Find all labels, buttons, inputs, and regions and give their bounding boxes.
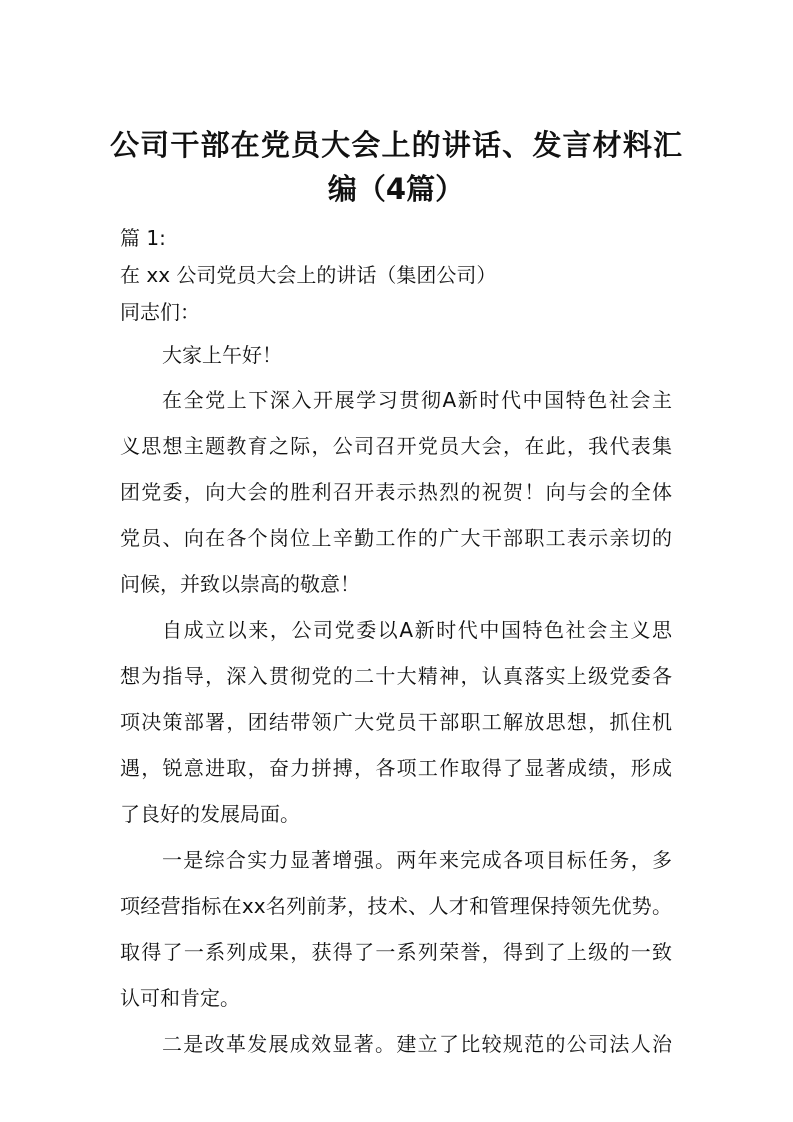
paragraph-line: 遇，锐意进取，奋力拼搏，各项工作取得了显著成绩，形成 <box>120 756 672 780</box>
paragraph-line: 问候，并致以崇高的敬意！ <box>120 572 360 596</box>
speech-subtitle: 在 xx 公司党员大会上的讲话（集团公司） <box>120 263 497 287</box>
greeting: 大家上午好！ <box>162 343 282 367</box>
paragraph-line: 项经营指标在xx名列前茅，技术、人才和管理保持领先优势。 <box>120 894 672 918</box>
paragraph-line: 取得了一系列成果，获得了一系列荣誉，得到了上级的一致 <box>120 940 672 964</box>
paragraph-line: 一是综合实力显著增强。两年来完成各项目标任务，多 <box>162 848 672 872</box>
paragraph-line: 自成立以来，公司党委以A新时代中国特色社会主义思 <box>162 618 672 642</box>
salutation: 同志们： <box>120 300 200 324</box>
paragraph-line: 想为指导，深入贯彻党的二十大精神，认真落实上级党委各 <box>120 664 672 688</box>
paragraph-line: 在全党上下深入开展学习贯彻A新时代中国特色社会主 <box>162 388 672 412</box>
document-title-line-2: 编（4篇） <box>327 172 465 206</box>
paragraph-line: 二是改革发展成效显著。建立了比较规范的公司法人治 <box>162 1032 672 1056</box>
section-label: 篇 1: <box>120 226 166 250</box>
paragraph-line: 团党委，向大会的胜利召开表示热烈的祝贺！向与会的全体 <box>120 480 672 504</box>
paragraph-line: 项决策部署，团结带领广大党员干部职工解放思想，抓住机 <box>120 710 672 734</box>
paragraph-line: 义思想主题教育之际，公司召开党员大会，在此，我代表集 <box>120 434 672 458</box>
paragraph-line: 认可和肯定。 <box>120 986 240 1010</box>
paragraph-line: 党员、向在各个岗位上辛勤工作的广大干部职工表示亲切的 <box>120 526 672 550</box>
paragraph-line: 了良好的发展局面。 <box>120 802 300 826</box>
document-title-line-1: 公司干部在党员大会上的讲话、发言材料汇 <box>110 128 682 162</box>
